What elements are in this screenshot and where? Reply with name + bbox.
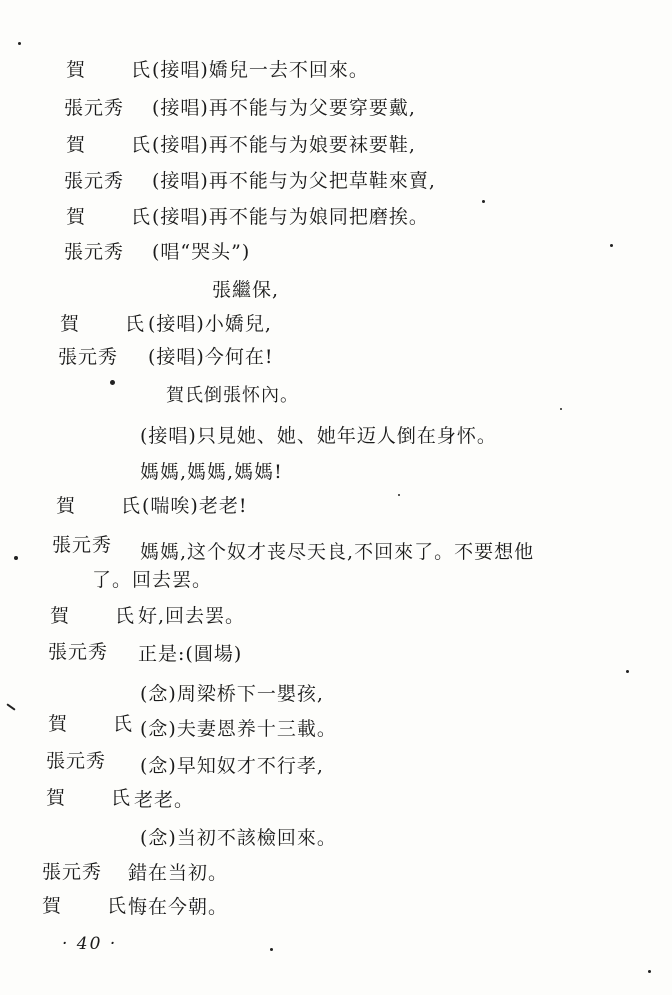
speaker-label: 賀 氏: [42, 895, 147, 917]
scan-speck: [610, 244, 613, 247]
scan-speck: [648, 970, 651, 973]
dialogue-line: (念)当初不該檢回來。: [140, 827, 337, 849]
page-number: · 40 ·: [62, 934, 118, 954]
dialogue-line: (接唱)小嬌兒,: [148, 313, 272, 335]
dialogue-line: 好,回去罢。: [138, 605, 246, 627]
stage-direction: (唱“哭头”): [152, 241, 251, 263]
dialogue-line: (念)夫妻恩养十三載。: [140, 718, 337, 740]
dialogue-line: (喘唉)老老!: [142, 495, 248, 517]
stage-direction: 賀氏倒張怀內。: [166, 385, 299, 406]
scan-speck: [398, 494, 400, 496]
dialogue-line: 張繼保,: [212, 279, 280, 301]
scan-speck: [14, 556, 18, 560]
dialogue-line: 正是:(圓場): [138, 643, 243, 665]
dialogue-line: 悔在今朝。: [128, 896, 229, 918]
scan-speck: [626, 670, 629, 673]
speaker-label: 賀 氏: [56, 495, 161, 517]
speaker-label: 賀 氏: [60, 313, 165, 335]
speaker-label: 張元秀: [46, 750, 107, 772]
dialogue-line: (接唱)嬌兒一去不回來。: [152, 59, 369, 81]
speaker-label: 張元秀: [52, 534, 113, 556]
dialogue-line: (接唱)今何在!: [148, 346, 274, 368]
dialogue-line: (接唱)再不能与为娘要袜要鞋,: [152, 134, 416, 156]
speaker-label: 賀 氏: [66, 206, 171, 228]
dialogue-line: 老老。: [134, 789, 195, 811]
scan-speck: [18, 42, 21, 45]
speaker-label: 賀 氏: [50, 605, 155, 627]
dialogue-line: 錯在当初。: [128, 862, 229, 884]
dialogue-line: (接唱)再不能与为娘同把磨挨。: [152, 206, 429, 228]
dialogue-line: (接唱)再不能与为父要穿要戴,: [152, 97, 416, 119]
dialogue-line: (念)周梁桥下一嬰孩,: [140, 683, 324, 705]
speaker-label: 張元秀: [48, 641, 109, 663]
dialogue-line: (念)早知奴才不行孝,: [140, 755, 324, 777]
scan-speck: [6, 703, 15, 710]
speaker-label: 賀 氏: [66, 59, 171, 81]
speaker-label: 賀 氏: [46, 787, 151, 809]
speaker-label: 張元秀: [42, 861, 103, 883]
speaker-label: 張元秀: [64, 170, 125, 192]
speaker-label: 賀 氏: [48, 713, 153, 735]
scan-speck: [560, 408, 562, 410]
dialogue-line: 媽媽,媽媽,媽媽!: [140, 461, 283, 483]
scan-speck: [110, 380, 115, 385]
dialogue-line: 了。回去罢。: [92, 569, 213, 591]
dialogue-line: (接唱)再不能与为父把草鞋來賣,: [152, 170, 436, 192]
speaker-label: 張元秀: [64, 97, 125, 119]
speaker-label: 張元秀: [64, 241, 125, 263]
speaker-label: 賀 氏: [66, 134, 171, 156]
speaker-label: 張元秀: [58, 346, 119, 368]
scan-speck: [270, 948, 273, 951]
dialogue-line: 媽媽,这个奴才丧尽天良,不回來了。不要想他: [140, 541, 535, 563]
dialogue-line: (接唱)只見她、她、她年迈人倒在身怀。: [140, 425, 497, 447]
scan-speck: [482, 200, 485, 203]
